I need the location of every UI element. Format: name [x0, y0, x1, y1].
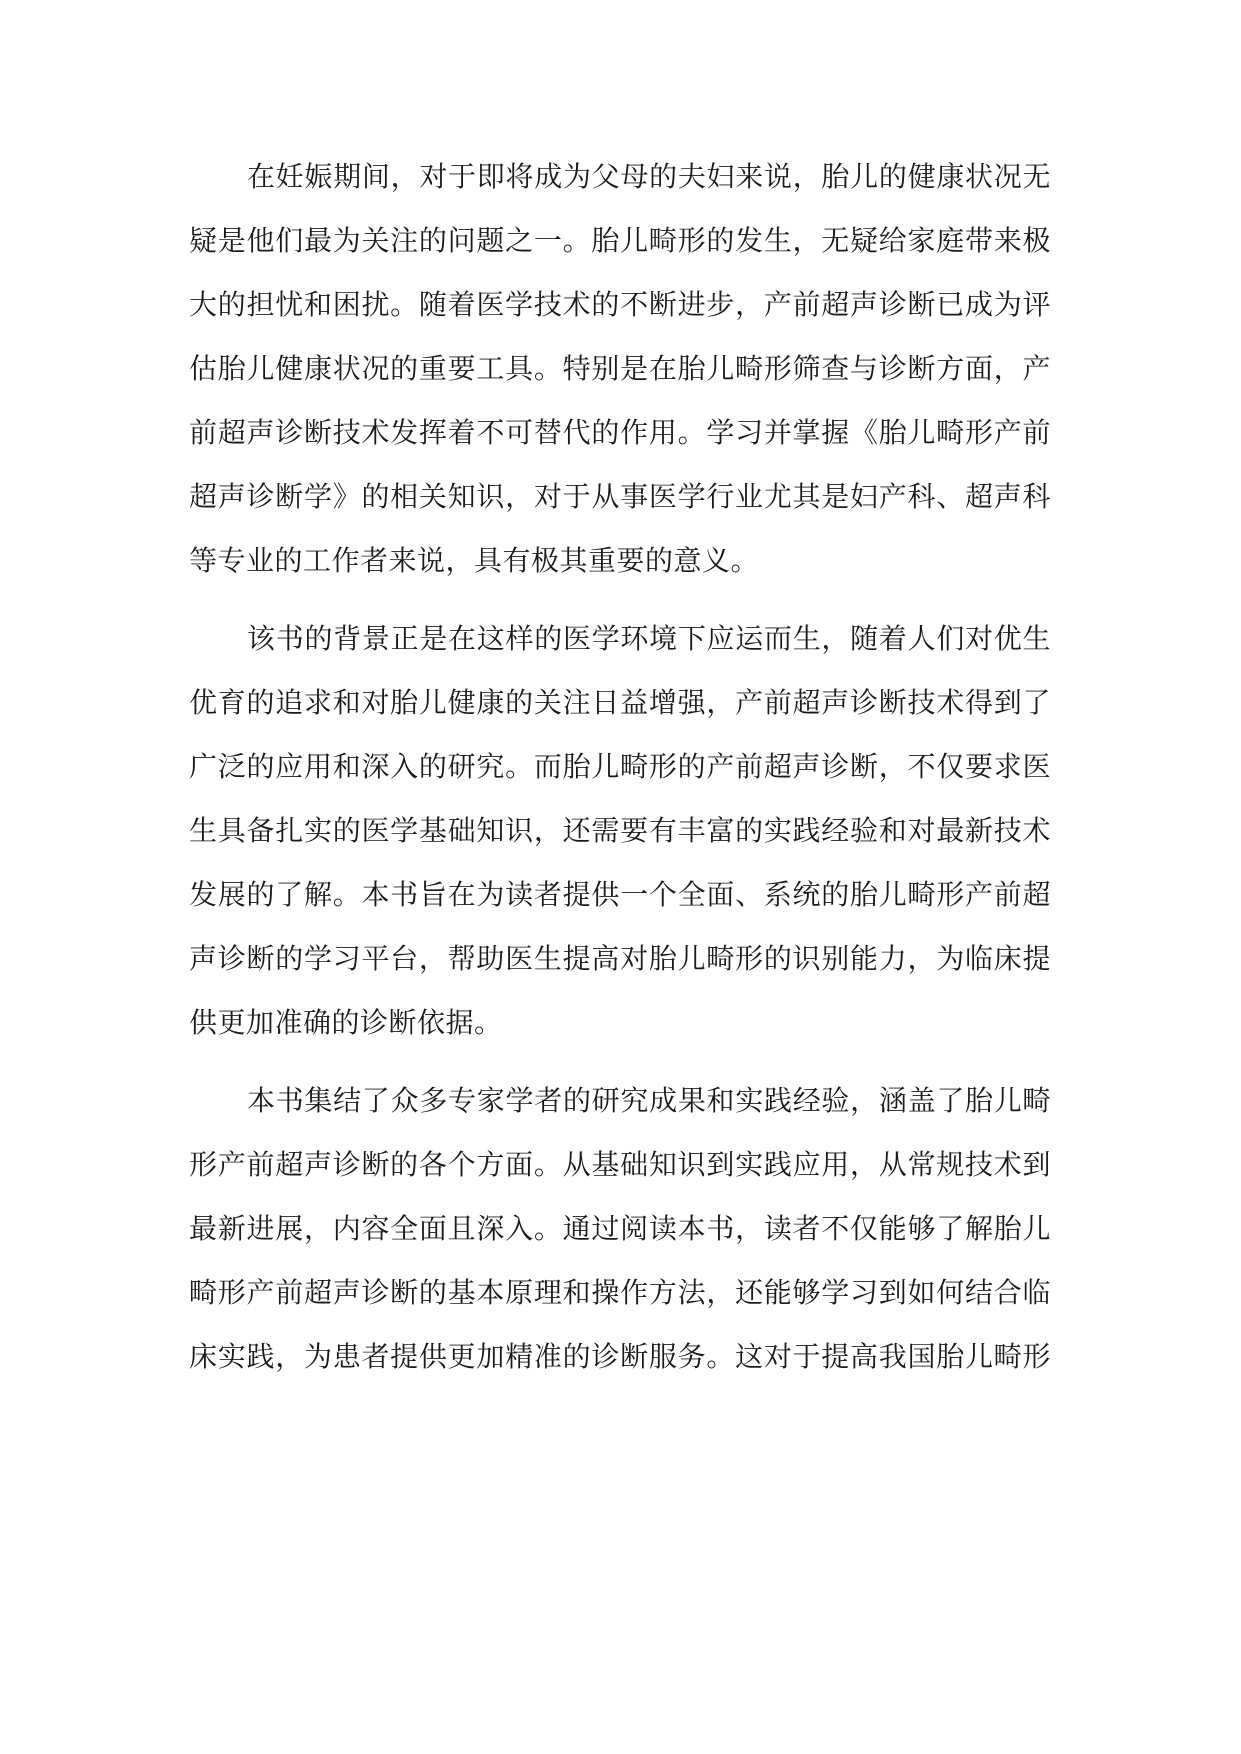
text-line: 等专业的工作者来说，具有极其重要的意义。 — [189, 544, 760, 577]
paragraph-gap — [189, 593, 1051, 607]
text-line: 发展的了解。本书旨在为读者提供一个全面、系统的胎儿畸形产前超 — [189, 878, 1051, 911]
text-line: 最新进展，内容全面且深入。通过阅读本书，读者不仅能够了解胎儿 — [189, 1212, 1051, 1245]
text-line: 大的担忧和困扰。随着医学技术的不断进步，产前超声诊断已成为评 — [189, 288, 1051, 321]
text-line: 床实践，为患者提供更加精准的诊断服务。这对于提高我国胎儿畸形 — [189, 1340, 1051, 1373]
text-line: 疑是他们最为关注的问题之一。胎儿畸形的发生，无疑给家庭带来极 — [189, 224, 1051, 257]
text-line: 该书的背景正是在这样的医学环境下应运而生，随着人们对优生 — [247, 622, 1051, 655]
text-line: 超声诊断学》的相关知识，对于从事医学行业尤其是妇产科、超声科 — [189, 480, 1051, 513]
text-line: 本书集结了众多专家学者的研究成果和实践经验，涵盖了胎儿畸 — [247, 1084, 1051, 1117]
text-line: 估胎儿健康状况的重要工具。特别是在胎儿畸形筛查与诊断方面，产 — [189, 352, 1051, 385]
text-line: 前超声诊断技术发挥着不可替代的作用。学习并掌握《胎儿畸形产前 — [189, 416, 1051, 449]
paragraph-1 — [189, 145, 1051, 593]
text-line: 声诊断的学习平台，帮助医生提高对胎儿畸形的识别能力，为临床提 — [189, 942, 1051, 975]
text-line: 畸形产前超声诊断的基本原理和操作方法，还能够学习到如何结合临 — [189, 1276, 1051, 1309]
text-line: 在妊娠期间，对于即将成为父母的夫妇来说，胎儿的健康状况无 — [247, 160, 1051, 193]
text-line: 供更加准确的诊断依据。 — [189, 1006, 503, 1039]
paragraph-2 — [189, 607, 1051, 1055]
text-line: 优育的追求和对胎儿健康的关注日益增强，产前超声诊断技术得到了 — [189, 686, 1051, 719]
paragraph-gap — [189, 1055, 1051, 1069]
document-body — [189, 145, 1051, 1389]
text-line: 广泛的应用和深入的研究。而胎儿畸形的产前超声诊断，不仅要求医 — [189, 750, 1051, 783]
text-line: 生具备扎实的医学基础知识，还需要有丰富的实践经验和对最新技术 — [189, 814, 1051, 847]
paragraph-3 — [189, 1069, 1051, 1389]
text-line: 形产前超声诊断的各个方面。从基础知识到实践应用，从常规技术到 — [189, 1148, 1051, 1181]
